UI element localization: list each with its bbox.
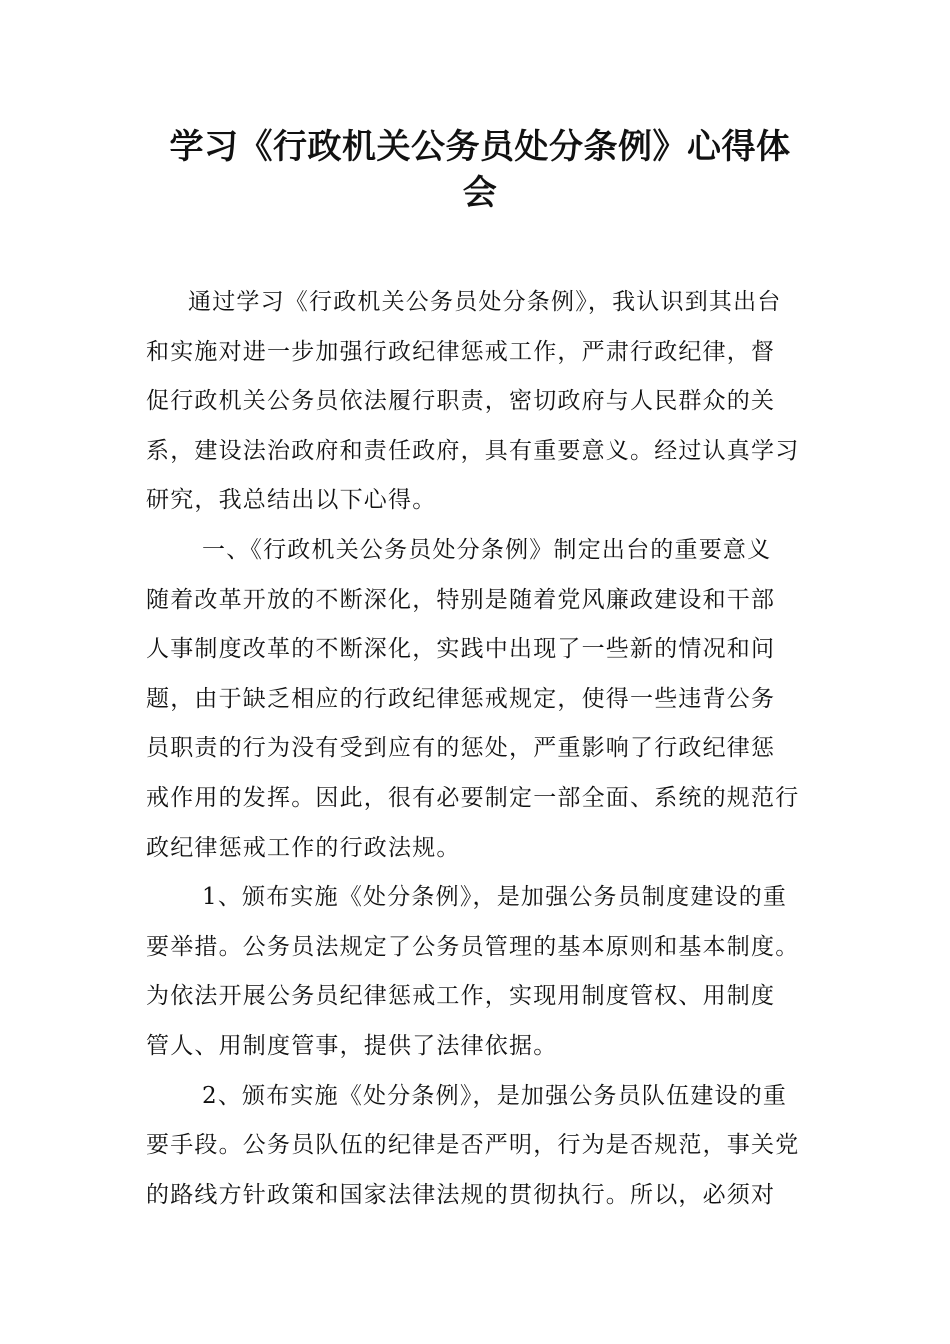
document-body: [146, 278, 808, 1220]
text-line: 研究，我总结出以下心得。: [146, 487, 437, 514]
text-line: 人事制度改革的不断深化，实践中出现了一些新的情况和问: [146, 636, 776, 663]
text-line: 1、颁布实施《处分条例》，是加强公务员制度建设的重: [202, 884, 788, 911]
text-line: 要手段。公务员队伍的纪律是否严明，行为是否规范，事关党: [146, 1132, 800, 1159]
text-line: 员职责的行为没有受到应有的惩处，严重影响了行政纪律惩: [146, 735, 776, 762]
paragraph-point-two: [146, 1072, 808, 1221]
text-line: 戒作用的发挥。因此，很有必要制定一部全面、系统的规范行: [146, 784, 800, 811]
title-line-2: 会: [462, 173, 498, 213]
text-line: 要举措。公务员法规定了公务员管理的基本原则和基本制度。: [146, 933, 800, 960]
text-line: 和实施对进一步加强行政纪律惩戒工作，严肃行政纪律，督: [146, 338, 776, 365]
section-heading-line: 一、《行政机关公务员处分条例》制定出台的重要意义: [202, 536, 772, 563]
text-line: 政纪律惩戒工作的行政法规。: [146, 834, 461, 861]
title-line-1: 学习《行政机关公务员处分条例》心得体: [169, 127, 791, 167]
text-line: 促行政机关公务员依法履行职责，密切政府与人民群众的关: [146, 388, 776, 415]
text-line: 系，建设法治政府和责任政府，具有重要意义。经过认真学习: [146, 437, 800, 464]
text-line: 为依法开展公务员纪律惩戒工作，实现用制度管权、用制度: [146, 983, 776, 1010]
paragraph-section-one: [146, 526, 808, 873]
text-line: 管人、用制度管事，提供了法律依据。: [146, 1032, 558, 1059]
document-title: [150, 124, 810, 216]
text-line: 随着改革开放的不断深化，特别是随着党风廉政建设和干部: [146, 586, 776, 613]
text-line: 的路线方针政策和国家法律法规的贯彻执行。所以，必须对: [146, 1181, 776, 1208]
text-line: 2、颁布实施《处分条例》，是加强公务员队伍建设的重: [202, 1082, 788, 1109]
text-line: 题，由于缺乏相应的行政纪律惩戒规定，使得一些违背公务: [146, 685, 776, 712]
text-line: 通过学习《行政机关公务员处分条例》，我认识到其出台: [188, 289, 782, 315]
paragraph-point-one: [146, 873, 808, 1071]
paragraph-intro: [146, 278, 808, 526]
